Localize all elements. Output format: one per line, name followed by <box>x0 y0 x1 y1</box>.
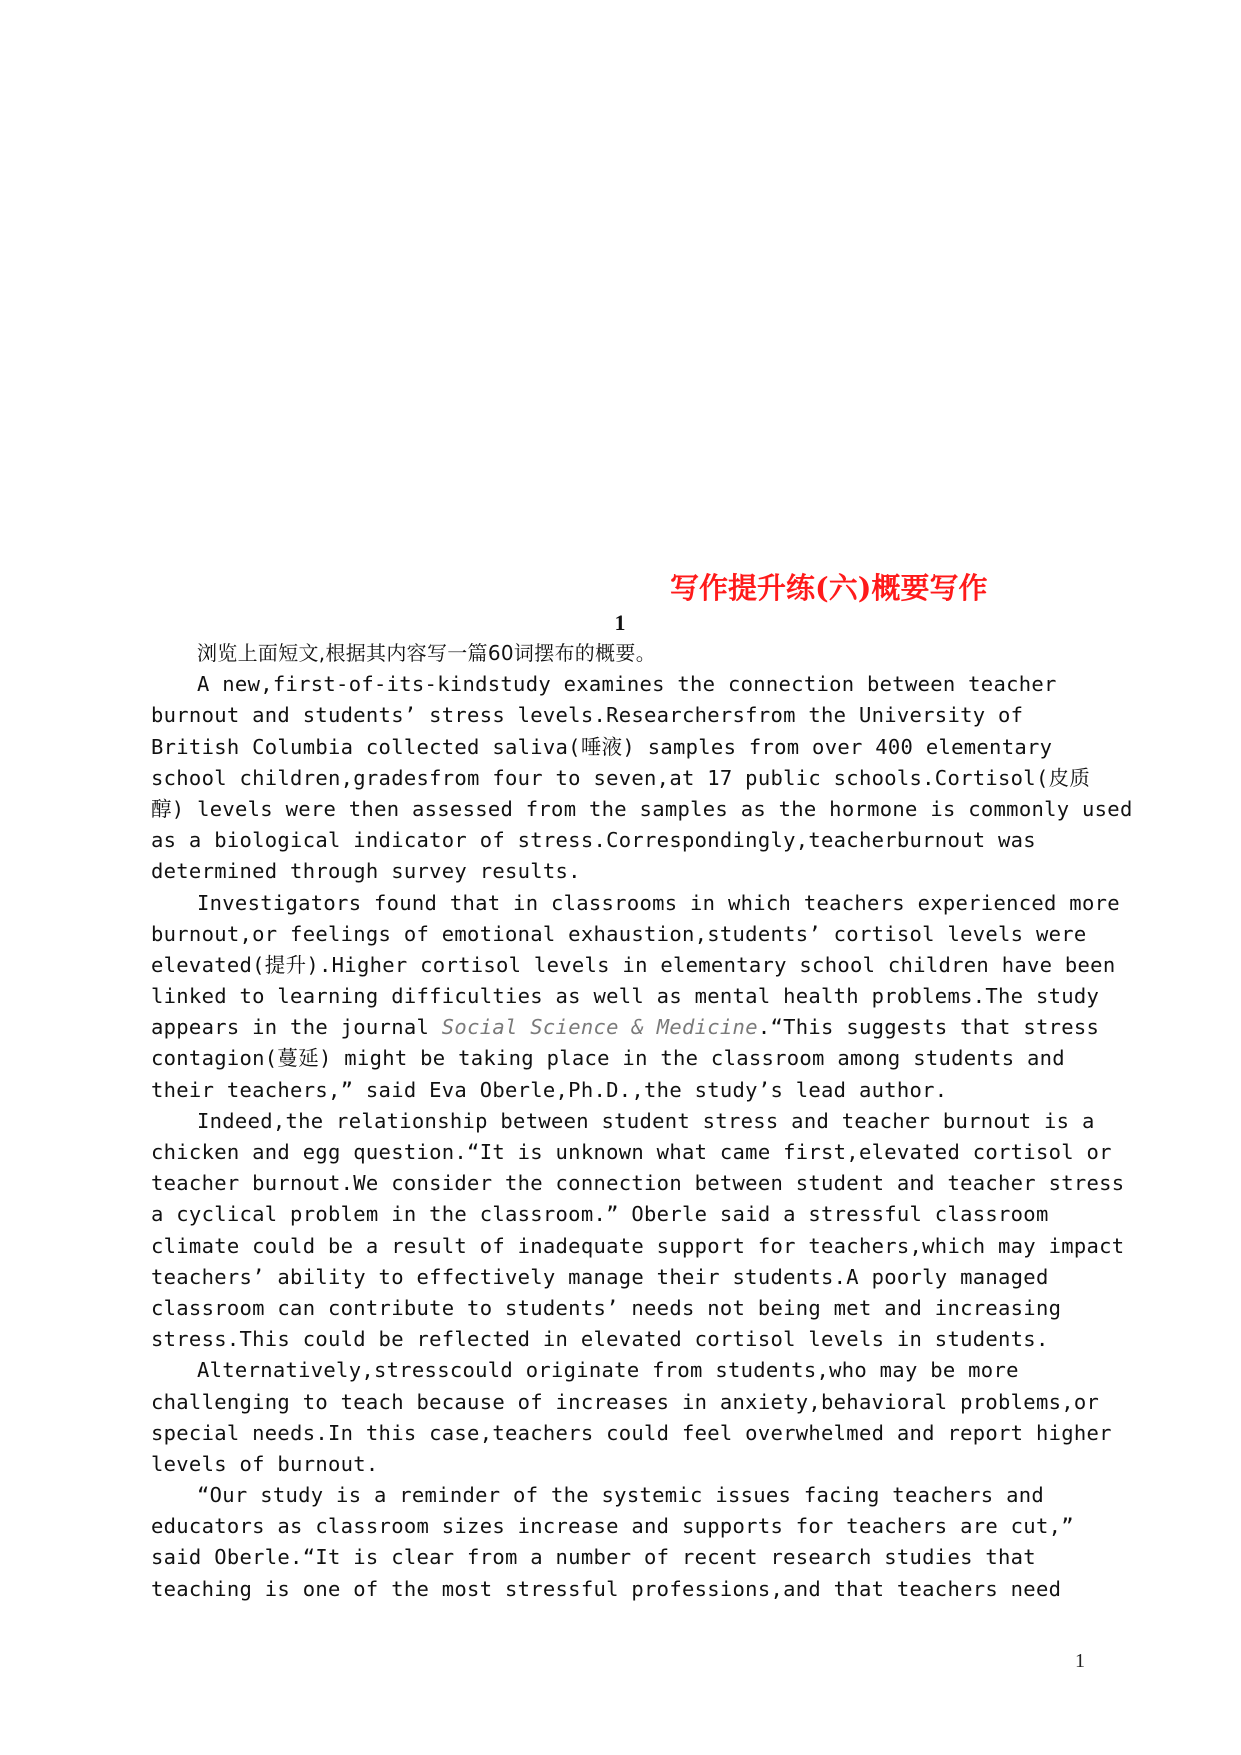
passage-line: contagion(蔓延) might be taking place in the classroom among students and <box>151 1046 1065 1071</box>
passage-line: A new,first-of-its-kindstudy examines the connection between teacher <box>197 672 1057 697</box>
passage-line: chicken and egg question.“It is unknown what came first,elevated cortisol or <box>151 1140 1112 1164</box>
passage-line: teachers’ ability to effectively manage their students.A poorly managed <box>151 1264 1049 1289</box>
passage-line: teaching is one of the most stressful professions,and that teachers need <box>151 1576 1062 1601</box>
instruction-line: 浏览上面短文,根据其内容写一篇60词摆布的概要。 <box>197 641 657 665</box>
passage-line: classroom can contribute to students’ needs not being met and increasing <box>151 1295 1062 1320</box>
journal-name: Social Science & Medicine <box>441 1015 758 1040</box>
passage-line: stress.This could be reflected in elevated cortisol levels in students. <box>151 1327 1049 1352</box>
passage-line: school children,gradesfrom four to seven,at 17 public schools.Cortisol(皮质 <box>151 765 1091 790</box>
passage-line: “Our study is a reminder of the systemic issues facing teachers and <box>197 1483 1045 1508</box>
passage-line: Indeed,the relationship between student stress and teacher burnout is a <box>197 1108 1095 1133</box>
passage-line: Alternatively,stresscould originate from students,who may be more <box>197 1358 1019 1383</box>
passage-line: as a biological indicator of stress.Correspondingly,teacherburnout was <box>151 828 1036 853</box>
passage-line: determined through survey results. <box>151 859 581 884</box>
passage-line: teacher burnout.We consider the connection between student and teacher stress <box>151 1171 1125 1196</box>
passage-line <box>151 1012 1100 1043</box>
passage-line: linked to learning difficulties as well as mental health problems.The study <box>151 984 1100 1009</box>
passage-body <box>151 638 1133 1605</box>
passage-text: appears in the journal <box>151 1015 442 1040</box>
passage-line: levels of burnout. <box>151 1451 379 1476</box>
passage-line: 醇) levels were then assessed from the samples as the hormone is commonly used <box>151 796 1133 821</box>
passage-line: said Oberle.“It is clear from a number of recent research studies that <box>151 1545 1036 1570</box>
passage-line: special needs.In this case,teachers could feel overwhelmed and report higher <box>151 1420 1112 1445</box>
passage-line: British Columbia collected saliva(唾液) samples from over 400 elementary <box>151 734 1053 759</box>
question-number: 1 <box>614 610 626 635</box>
passage-text: .“This suggests that stress <box>757 1015 1100 1040</box>
passage-line: their teachers,” said Eva Oberle,Ph.D.,the study’s lead author. <box>151 1077 948 1102</box>
passage-line: climate could be a result of inadequate support for teachers,which may impact <box>151 1233 1125 1258</box>
page-number: 1 <box>1075 1650 1085 1672</box>
passage-line: challenging to teach because of increases in anxiety,behavioral problems,or <box>151 1389 1100 1414</box>
passage-line: elevated(提升).Higher cortisol levels in elementary school children have been <box>151 952 1116 977</box>
passage-line: burnout and students’ stress levels.Researchersfrom the University of <box>151 703 1024 728</box>
passage-line: educators as classroom sizes increase and supports for teachers are cut,” <box>151 1514 1074 1539</box>
passage-line: a cyclical problem in the classroom.” Oberle said a stressful classroom <box>151 1202 1049 1227</box>
passage-line: Investigators found that in classrooms in which teachers experienced more <box>197 890 1120 915</box>
passage-line: burnout,or feelings of emotional exhaustion,students’ cortisol levels were <box>151 921 1087 946</box>
page-title: 写作提升练(六)概要写作 <box>670 571 988 605</box>
